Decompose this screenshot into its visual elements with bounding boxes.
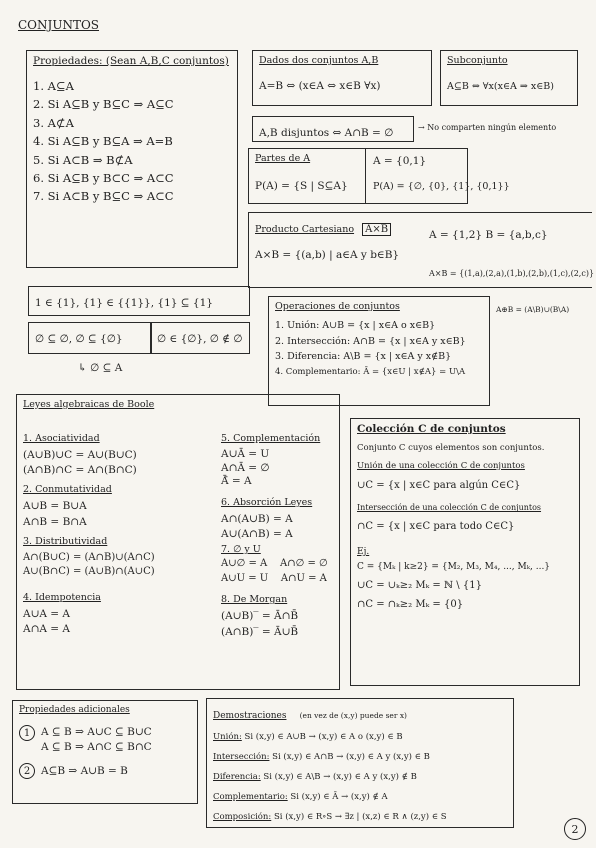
operacion-1: 1. Unión: A∪B = {x | x∈A o x∈B}	[275, 320, 436, 331]
demostracion-diferencia-value: Si (x,y) ∈ A\B → (x,y) ∈ A y (x,y) ∉ B	[263, 771, 417, 782]
producto-box	[248, 212, 595, 288]
producto-formula: A×B = {(a,b) | a∈A y b∈B}	[255, 249, 400, 261]
boole-law-3-line-1: A∩(B∪C) = (A∩B)∪(A∩C)	[23, 551, 155, 563]
disjuntos-box	[252, 116, 414, 142]
partes-example: P(A) = {∅, {0}, {1}, {0,1}}	[373, 181, 510, 192]
subconjunto-formula: A⊆B ⇔ ∀x(x∈A ⇒ x∈B)	[447, 81, 554, 92]
disjuntos-note: → No comparten ningún elemento	[418, 123, 557, 132]
demostracion-composicion	[213, 808, 507, 828]
boole-law-4: 4. Idempotencia	[23, 591, 101, 603]
dados-box	[252, 50, 432, 106]
propiedad-6: 6. Si A⊆B y B⊂C ⇒ A⊂C	[33, 170, 174, 185]
boole-law-1-line-2: (A∩B)∩C = A∩(B∩C)	[23, 464, 137, 477]
demostraciones-list	[213, 728, 507, 828]
coleccion-inter: ∩C = {x | x∈C para todo C∈C}	[357, 521, 515, 533]
demostracion-diferencia-key: Diferencia:	[213, 771, 261, 782]
pertenencia-row2b-text: ∅ ∈ {∅}, ∅ ∉ ∅	[157, 333, 243, 345]
boole-law-4-line-2: A∩A = A	[23, 623, 71, 636]
page-number: 2	[564, 818, 586, 840]
propiedad-5: 5. Si A⊂B ⇒ B⊄A	[33, 152, 133, 167]
boole-law-8: 8. De Morgan	[221, 594, 288, 606]
demostracion-complementario	[213, 788, 507, 808]
adicionales-number-2: 2	[19, 763, 35, 779]
operacion-4: 4. Complementario: Ā = {x∈U | x∉A} = U\A	[275, 367, 466, 378]
adicionales-heading: Propiedades adicionales	[19, 705, 130, 715]
demostracion-interseccion	[213, 748, 507, 768]
demostraciones-heading: Demostraciones	[213, 711, 287, 721]
demostracion-composicion-key: Composición:	[213, 811, 272, 822]
pertenencia-row2b	[150, 322, 250, 354]
operacion-2: 2. Intersección: A∩B = {x | x∈A y x∈B}	[275, 335, 466, 347]
boole-law-5-line-2: A∩Ā = ∅	[221, 461, 270, 474]
demostracion-complementario-key: Complementario:	[213, 791, 288, 802]
partes-heading: Partes de A	[255, 153, 311, 164]
demostracion-composicion-value: Si (x,y) ∈ R∘S → ∃z | (x,z) ∈ R ∧ (z,y) ∈ S	[273, 811, 447, 822]
partes-formula: P(A) = {S | S⊆A}	[255, 180, 348, 192]
demostracion-union-value: Si (x,y) ∈ A∪B → (x,y) ∈ A o (x,y) ∈ B	[244, 732, 403, 742]
boole-law-4-line-1: A∪A = A	[23, 607, 71, 620]
page-title: CONJUNTOS	[18, 18, 100, 32]
boole-box	[16, 394, 340, 690]
disjuntos-formula: A,B disjuntos ⇔ A∩B = ∅	[259, 127, 394, 139]
subconjunto-heading: Subconjunto	[447, 55, 508, 66]
operacion-3: 3. Diferencia: A\B = {x | x∈A y x∉B}	[275, 351, 452, 363]
boole-law-3: 3. Distributividad	[23, 535, 108, 547]
boole-law-6-line-1: A∩(A∪B) = A	[221, 512, 293, 525]
boole-law-2-line-2: A∩B = B∩A	[23, 515, 87, 528]
pertenencia-row1-text: 1 ∈ {1}, {1} ∈ {{1}}, {1} ⊆ {1}	[35, 297, 213, 309]
boole-right-col	[221, 433, 328, 640]
boole-law-1: 1. Asociatividad	[23, 433, 100, 444]
operaciones-heading: Operaciones de conjuntos	[275, 301, 400, 312]
adicionales-item-2	[19, 763, 191, 779]
boole-law-6: 6. Absorción Leyes	[221, 496, 313, 508]
diferencia-simetrica: A⊕B = (A\B)∪(B\A)	[496, 305, 570, 314]
adicionales-line-1b: A ⊆ B ⇒ A∩C ⊆ B∩C	[41, 741, 152, 754]
demostraciones-subheading: (en vez de (x,y) puede ser x)	[299, 711, 407, 720]
demostracion-complementario-value: Si (x,y) ∈ Ā → (x,y) ∉ A	[290, 791, 388, 802]
producto-example-sets: A = {1,2} B = {a,b,c}	[429, 229, 548, 241]
boole-law-3-line-2: A∪(B∩C) = (A∪B)∩(A∪C)	[23, 566, 155, 578]
boole-law-2-line-1: A∪B = B∪A	[23, 500, 87, 513]
propiedad-1: 1. A⊆A	[33, 79, 74, 93]
boole-law-8-line-1: (A∪B)‾ = Ā∩B̄	[221, 610, 299, 623]
producto-example: A×B = {(1,a),(2,a),(1,b),(2,b),(1,c),(2,c)}	[429, 269, 595, 278]
coleccion-union-heading: Unión de una colección C de conjuntos	[357, 460, 525, 471]
pertenencia-row1	[28, 286, 250, 316]
demostracion-union	[213, 728, 507, 748]
boole-law-7-line-2: A∪U = U A∩U = A	[221, 572, 327, 584]
boole-law-7-line-1: A∪∅ = A A∩∅ = ∅	[221, 558, 328, 570]
coleccion-inter-heading: Intersección de una colección C de conjuntos	[357, 503, 542, 513]
propiedad-3: 3. A⊄A	[33, 115, 74, 130]
coleccion-heading: Colección C de conjuntos	[357, 423, 506, 435]
adicionales-line-1a: A ⊆ B ⇒ A∪C ⊆ B∪C	[41, 726, 152, 738]
adicionales-number-1: 1	[19, 725, 35, 741]
coleccion-ej-heading: Ej.	[357, 546, 370, 557]
boole-law-7: 7. ∅ y U	[221, 544, 261, 556]
pertenencia-row2a-text: ∅ ⊆ ∅, ∅ ⊆ {∅}	[35, 333, 123, 345]
pertenencia-arrow-note: ↳ ∅ ⊆ A	[78, 362, 123, 374]
propiedad-2: 2. Si A⊆B y B⊆C ⇒ A⊆C	[33, 97, 174, 112]
propiedades-box	[26, 50, 238, 268]
subconjunto-box	[440, 50, 578, 106]
coleccion-union: ∪C = {x | x∈C para algún C∈C}	[357, 479, 521, 491]
partes-example-set: A = {0,1}	[373, 155, 427, 167]
propiedad-7: 7. Si A⊂B y B⊆C ⇒ A⊂C	[33, 189, 174, 204]
coleccion-ej-3: ∩C = ∩ₖ≥₂ Mₖ = {0}	[357, 598, 464, 610]
demostracion-diferencia	[213, 768, 507, 788]
adicionales-line-2: A⊆B ⇒ A∪B = B	[41, 764, 128, 777]
coleccion-box	[350, 418, 580, 686]
boole-law-6-line-2: A∪(A∩B) = A	[221, 528, 293, 541]
boole-law-1-line-1: (A∪B)∪C = A∪(B∪C)	[23, 449, 137, 461]
adicionales-item-1	[19, 725, 191, 755]
boole-law-5: 5. Complementación	[221, 433, 321, 444]
partes-box	[248, 148, 510, 204]
partes-divider	[365, 149, 366, 203]
adicionales-box	[12, 700, 198, 804]
boole-heading: Leyes algebraicas de Boole	[23, 399, 155, 410]
dados-formula: A=B ⇔ (x∈A ⇔ x∈B ∀x)	[259, 80, 381, 92]
boole-left-col	[23, 433, 155, 637]
demostraciones-box	[206, 698, 514, 828]
operaciones-box	[268, 296, 490, 406]
propiedades-heading: Propiedades: (Sean A,B,C conjuntos)	[33, 55, 229, 67]
coleccion-ej-1: C = {Mₖ | k≥2} = {M₂, M₃, M₄, ..., Mₖ, ...}	[357, 561, 551, 572]
boole-law-5-line-3: Ā̄ = A	[221, 475, 252, 488]
producto-heading: Producto Cartesiano	[255, 224, 355, 235]
pertenencia-row2a	[28, 322, 152, 354]
dados-heading: Dados dos conjuntos A,B	[259, 55, 379, 66]
propiedad-4: 4. Si A⊆B y B⊆A ⇒ A=B	[33, 134, 173, 149]
boole-law-8-line-2: (A∩B)‾ = Ā∪B̄	[221, 625, 299, 638]
demostracion-interseccion-key: Intersección:	[213, 751, 270, 762]
demostracion-interseccion-value: Si (x,y) ∈ A∩B → (x,y) ∈ A y (x,y) ∈ B	[272, 751, 430, 762]
boole-law-2: 2. Conmutatividad	[23, 484, 112, 496]
coleccion-ej-2: ∪C = ∪ₖ≥₂ Mₖ = ℕ \ {1}	[357, 579, 482, 591]
demostracion-union-key: Unión:	[213, 732, 242, 742]
coleccion-desc: Conjunto C cuyos elementos son conjuntos.	[357, 443, 545, 453]
boole-law-5-line-1: A∪Ā = U	[221, 448, 270, 460]
producto-heading-box: A×B	[362, 223, 391, 236]
